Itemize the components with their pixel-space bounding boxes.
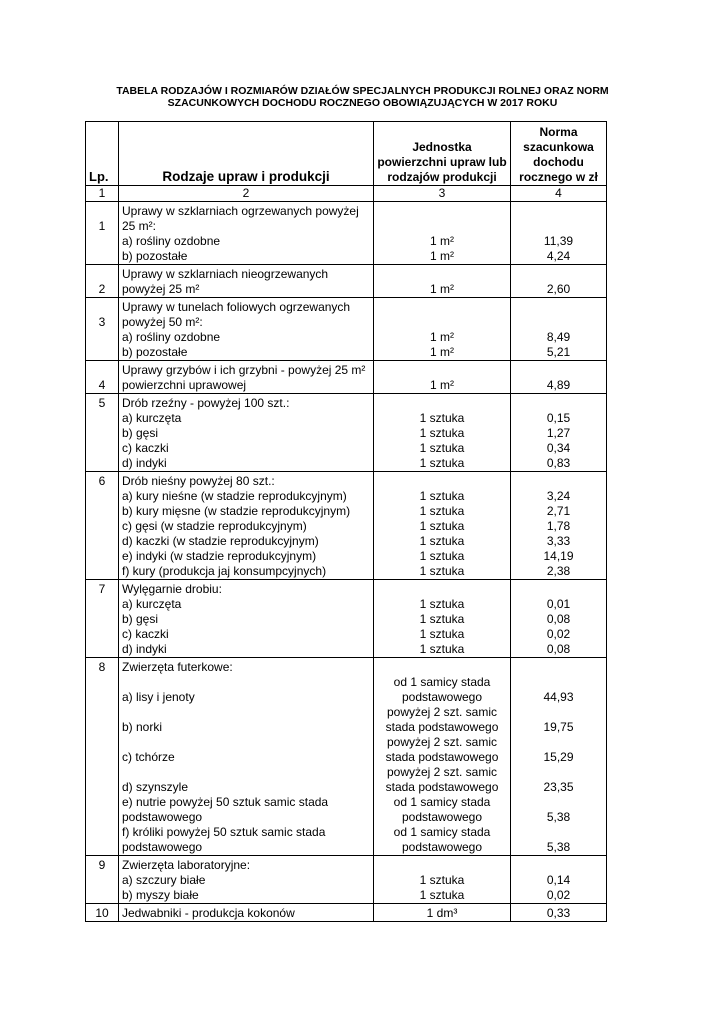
row-lp: 6 <box>86 472 119 490</box>
row-name: a) kurczęta <box>119 411 374 426</box>
table-row <box>86 426 607 441</box>
table-row <box>86 765 607 795</box>
row-name: b) pozostałe <box>119 249 374 265</box>
row-name: f) króliki powyżej 50 sztuk samic stada podstawowego <box>119 825 374 856</box>
row-lp <box>86 441 119 456</box>
row-value: 2,60 <box>511 265 607 298</box>
row-value: 0,83 <box>511 456 607 472</box>
row-lp <box>86 564 119 580</box>
row-unit: 1 m² <box>374 361 511 394</box>
row-value <box>511 298 607 331</box>
row-value: 0,14 <box>511 873 607 888</box>
column-number: 1 <box>86 186 119 202</box>
row-value: 0,02 <box>511 888 607 904</box>
row-lp <box>86 345 119 361</box>
row-name: b) myszy białe <box>119 888 374 904</box>
row-lp: 3 <box>86 298 119 331</box>
row-unit: 1 sztuka <box>374 642 511 658</box>
row-value: 1,27 <box>511 426 607 441</box>
row-unit: od 1 samicy stada podstawowego <box>374 795 511 825</box>
row-name: d) indyki <box>119 642 374 658</box>
row-name: Uprawy w tunelach foliowych ogrzewanych powyżej 50 m²: <box>119 298 374 331</box>
row-name: e) indyki (w stadzie reprodukcyjnym) <box>119 549 374 564</box>
row-lp <box>86 873 119 888</box>
row-value: 0,01 <box>511 597 607 612</box>
row-lp: 2 <box>86 265 119 298</box>
row-value: 0,34 <box>511 441 607 456</box>
row-lp <box>86 489 119 504</box>
row-unit: 1 sztuka <box>374 564 511 580</box>
table-group <box>86 202 607 265</box>
row-name: a) kury nieśne (w stadzie reprodukcyjnym) <box>119 489 374 504</box>
table-row <box>86 534 607 549</box>
row-lp: 9 <box>86 856 119 874</box>
table-row <box>86 705 607 735</box>
row-value: 19,75 <box>511 705 607 735</box>
row-lp: 5 <box>86 394 119 412</box>
row-unit: powyżej 2 szt. samic stada podstawowego <box>374 765 511 795</box>
row-unit: 1 sztuka <box>374 534 511 549</box>
row-value: 5,21 <box>511 345 607 361</box>
table-group <box>86 472 607 580</box>
row-name: a) rośliny ozdobne <box>119 234 374 249</box>
table-row <box>86 202 607 235</box>
table-row <box>86 330 607 345</box>
row-name: a) rośliny ozdobne <box>119 330 374 345</box>
row-name: Uprawy grzybów i ich grzybni - powyżej 25 m² powierzchni uprawowej <box>119 361 374 394</box>
row-unit: od 1 samicy stada podstawowego <box>374 825 511 856</box>
table-row <box>86 472 607 490</box>
table-row <box>86 580 607 598</box>
row-unit: 1 sztuka <box>374 612 511 627</box>
table-group <box>86 904 607 922</box>
row-value: 14,19 <box>511 549 607 564</box>
row-lp <box>86 642 119 658</box>
row-lp <box>86 888 119 904</box>
row-unit: powyżej 2 szt. samic stada podstawowego <box>374 735 511 765</box>
table-row <box>86 441 607 456</box>
row-value: 3,33 <box>511 534 607 549</box>
row-value: 8,49 <box>511 330 607 345</box>
row-unit: od 1 samicy stada podstawowego <box>374 675 511 705</box>
column-number: 4 <box>511 186 607 202</box>
row-lp: 10 <box>86 904 119 922</box>
row-unit: 1 sztuka <box>374 627 511 642</box>
row-value: 0,02 <box>511 627 607 642</box>
row-value: 23,35 <box>511 765 607 795</box>
row-lp <box>86 597 119 612</box>
row-name: e) nutrie powyżej 50 sztuk samic stada podstawowego <box>119 795 374 825</box>
row-name: b) gęsi <box>119 426 374 441</box>
table-row <box>86 234 607 249</box>
row-value <box>511 856 607 874</box>
row-lp <box>86 675 119 705</box>
table-group <box>86 265 607 298</box>
row-lp: 8 <box>86 658 119 676</box>
table-row <box>86 873 607 888</box>
row-name: b) gęsi <box>119 612 374 627</box>
row-unit: 1 sztuka <box>374 873 511 888</box>
row-unit: 1 sztuka <box>374 426 511 441</box>
row-unit <box>374 298 511 331</box>
table-row <box>86 825 607 856</box>
table-row <box>86 795 607 825</box>
row-lp <box>86 456 119 472</box>
row-name: Uprawy w szklarniach nieogrzewanych powyżej 25 m² <box>119 265 374 298</box>
row-lp <box>86 627 119 642</box>
title-line-2: SZACUNKOWYCH DOCHODU ROCZNEGO OBOWIĄZUJĄCYCH W 2017 ROKU <box>167 97 558 109</box>
row-lp <box>86 795 119 825</box>
row-value: 4,89 <box>511 361 607 394</box>
row-lp <box>86 249 119 265</box>
row-lp <box>86 504 119 519</box>
row-value: 2,71 <box>511 504 607 519</box>
table-group <box>86 856 607 904</box>
row-unit: 1 sztuka <box>374 456 511 472</box>
row-name: d) kaczki (w stadzie reprodukcyjnym) <box>119 534 374 549</box>
table-row <box>86 735 607 765</box>
table-row <box>86 856 607 874</box>
row-value: 5,38 <box>511 795 607 825</box>
row-lp <box>86 534 119 549</box>
table-row <box>86 904 607 922</box>
row-name: Jedwabniki - produkcja kokonów <box>119 904 374 922</box>
row-name: d) szynszyle <box>119 765 374 795</box>
row-unit: 1 m² <box>374 234 511 249</box>
row-name: c) kaczki <box>119 627 374 642</box>
table-row <box>86 612 607 627</box>
production-norms-table <box>85 121 607 922</box>
row-value: 5,38 <box>511 825 607 856</box>
table-row <box>86 411 607 426</box>
table-row <box>86 456 607 472</box>
column-number: 2 <box>119 186 374 202</box>
row-value: 0,33 <box>511 904 607 922</box>
row-name: Uprawy w szklarniach ogrzewanych powyżej 25 m²: <box>119 202 374 235</box>
row-name: a) kurczęta <box>119 597 374 612</box>
row-value <box>511 394 607 412</box>
table-group <box>86 658 607 856</box>
row-name: b) pozostałe <box>119 345 374 361</box>
row-lp <box>86 330 119 345</box>
row-value: 0,08 <box>511 642 607 658</box>
row-unit: 1 sztuka <box>374 597 511 612</box>
table-row <box>86 642 607 658</box>
row-value: 4,24 <box>511 249 607 265</box>
table-row <box>86 394 607 412</box>
row-name: Zwierzęta futerkowe: <box>119 658 374 676</box>
row-lp <box>86 825 119 856</box>
row-name: f) kury (produkcja jaj konsumpcyjnych) <box>119 564 374 580</box>
table-row <box>86 298 607 331</box>
row-unit <box>374 580 511 598</box>
row-name: a) lisy i jenoty <box>119 675 374 705</box>
table-group <box>86 580 607 658</box>
row-unit: 1 sztuka <box>374 411 511 426</box>
row-unit: 1 m² <box>374 345 511 361</box>
row-unit <box>374 472 511 490</box>
row-unit: 1 m² <box>374 249 511 265</box>
row-name: Wylęgarnie drobiu: <box>119 580 374 598</box>
table-row <box>86 345 607 361</box>
table-row <box>86 519 607 534</box>
table-row <box>86 627 607 642</box>
row-lp <box>86 765 119 795</box>
header-name: Rodzaje upraw i produkcji <box>119 122 374 186</box>
row-value: 1,78 <box>511 519 607 534</box>
row-unit: 1 m² <box>374 265 511 298</box>
table-group <box>86 361 607 394</box>
row-lp <box>86 234 119 249</box>
row-name: Zwierzęta laboratoryjne: <box>119 856 374 874</box>
row-name: d) indyki <box>119 456 374 472</box>
row-unit: 1 sztuka <box>374 441 511 456</box>
table-row <box>86 564 607 580</box>
row-name: a) szczury białe <box>119 873 374 888</box>
header-lp: Lp. <box>86 122 119 186</box>
row-lp <box>86 549 119 564</box>
row-unit: 1 dm³ <box>374 904 511 922</box>
row-value: 0,15 <box>511 411 607 426</box>
row-name: Drób rzeźny - powyżej 100 szt.: <box>119 394 374 412</box>
row-lp <box>86 612 119 627</box>
table-row <box>86 265 607 298</box>
row-value <box>511 472 607 490</box>
table-row <box>86 489 607 504</box>
row-lp <box>86 519 119 534</box>
header-unit: Jednostka powierzchni upraw lub rodzajów produkcji <box>374 122 511 186</box>
row-value: 2,38 <box>511 564 607 580</box>
row-name: c) gęsi (w stadzie reprodukcyjnym) <box>119 519 374 534</box>
row-value: 0,08 <box>511 612 607 627</box>
table-group <box>86 298 607 361</box>
row-unit <box>374 394 511 412</box>
row-value <box>511 658 607 676</box>
row-name: b) norki <box>119 705 374 735</box>
table-row <box>86 504 607 519</box>
row-unit: 1 sztuka <box>374 489 511 504</box>
column-number-row <box>86 186 607 202</box>
row-lp: 7 <box>86 580 119 598</box>
row-value: 15,29 <box>511 735 607 765</box>
table-row <box>86 888 607 904</box>
row-name: c) tchórze <box>119 735 374 765</box>
row-value: 44,93 <box>511 675 607 705</box>
row-value: 11,39 <box>511 234 607 249</box>
row-unit: 1 sztuka <box>374 504 511 519</box>
table-row <box>86 249 607 265</box>
row-lp: 1 <box>86 202 119 235</box>
table-row <box>86 675 607 705</box>
row-name: c) kaczki <box>119 441 374 456</box>
row-unit: powyżej 2 szt. samic stada podstawowego <box>374 705 511 735</box>
column-number: 3 <box>374 186 511 202</box>
row-lp <box>86 411 119 426</box>
row-value <box>511 202 607 235</box>
row-unit: 1 sztuka <box>374 549 511 564</box>
table-row <box>86 597 607 612</box>
table-row <box>86 549 607 564</box>
row-lp: 4 <box>86 361 119 394</box>
row-value: 3,24 <box>511 489 607 504</box>
row-name: Drób nieśny powyżej 80 szt.: <box>119 472 374 490</box>
row-lp <box>86 705 119 735</box>
row-unit <box>374 202 511 235</box>
row-unit <box>374 658 511 676</box>
row-lp <box>86 426 119 441</box>
title-line-1: TABELA RODZAJÓW I ROZMIARÓW DZIAŁÓW SPECJALNYCH PRODUKCJI ROLNEJ ORAZ NORM <box>116 85 609 97</box>
table-group <box>86 394 607 472</box>
header-row <box>86 122 607 186</box>
row-unit: 1 m² <box>374 330 511 345</box>
row-lp <box>86 735 119 765</box>
row-name: b) kury mięsne (w stadzie reprodukcyjnym) <box>119 504 374 519</box>
table-row <box>86 361 607 394</box>
row-unit: 1 sztuka <box>374 888 511 904</box>
row-unit: 1 sztuka <box>374 519 511 534</box>
header-norm: Norma szacunkowa dochodu rocznego w zł <box>511 122 607 186</box>
document-title <box>90 85 635 109</box>
row-value <box>511 580 607 598</box>
table-row <box>86 658 607 676</box>
row-unit <box>374 856 511 874</box>
